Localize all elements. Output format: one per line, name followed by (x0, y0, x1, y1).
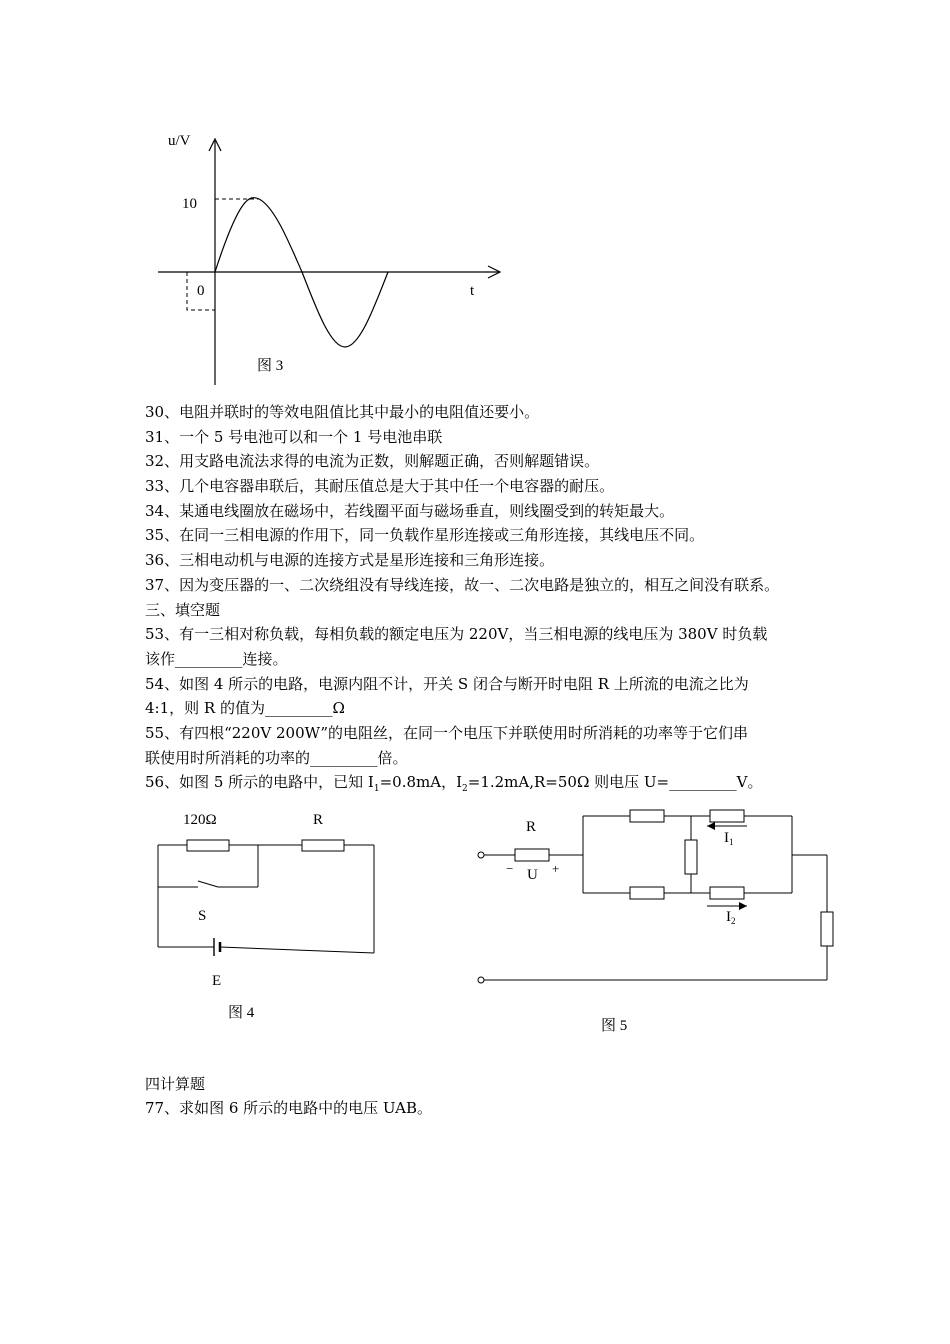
section-4-heading: 四计算题 (145, 1075, 206, 1093)
question-54-line-2: 4:1，则 R 的值为_________Ω (145, 699, 345, 718)
section-3-heading: 三、填空题 (145, 600, 221, 619)
current-arrow-i2-head (739, 902, 747, 910)
figure-3-sine-graph (150, 125, 510, 390)
question-54-line-1: 54、如图 4 所示的电路，电源内阻不计，开关 S 闭合与断开时电阻 R 上所流的电流之比为 (145, 674, 749, 693)
plus-label: + (552, 861, 560, 876)
resistor-r (515, 849, 549, 861)
peak-label: 10 (182, 196, 197, 212)
current-i2-label: $I_2$ (726, 909, 736, 926)
question-36: 36、三相电动机与电源的连接方式是星形连接和三角形连接。 (145, 551, 555, 570)
switch-s (198, 881, 218, 887)
question-31: 31、一个 5 号电池可以和一个 1 号电池串联 (145, 427, 443, 446)
figure-5-caption: 图 5 (601, 1018, 628, 1034)
resistor-120-label: 120Ω (183, 812, 217, 828)
figure-4-circuit (150, 805, 390, 1025)
question-list (145, 400, 825, 795)
question-55-line-2: 联使用时所消耗的功率的_________倍。 (145, 748, 408, 767)
q56-part-1: 56、如图 5 所示的电路中，已知 I (145, 773, 374, 792)
q56-part-2: =0.8mA，I (379, 773, 463, 792)
resistor-bottom-right (710, 887, 744, 899)
question-77: 77、求如图 6 所示的电路中的电压 UAB。 (145, 1099, 432, 1117)
question-53-line-2: 该作_________连接。 (145, 649, 288, 668)
resistor-middle (685, 840, 697, 874)
question-55-line-1: 55、有四根“220V 200W”的电阻丝，在同一个电压下并联使用时所消耗的功率等于它们串 (145, 723, 748, 742)
origin-label: 0 (197, 283, 205, 299)
question-32: 32、用支路电流法求得的电流为正数，则解题正确，否则解题错误。 (145, 452, 600, 471)
u-label: U (527, 867, 538, 883)
current-arrow-i1-head (707, 822, 715, 830)
battery-label: E (212, 973, 222, 989)
y-axis-label: u/V (168, 133, 191, 149)
resistor-bottom-left (630, 887, 664, 899)
figure-5-circuit (470, 805, 850, 1040)
resistor-top-left (630, 810, 664, 822)
question-56 (145, 770, 825, 795)
q56-sub-2: 2 (462, 784, 468, 795)
question-35: 35、在同一三相电源的作用下，同一负载作星形连接或三角形连接，其线电压不同。 (145, 526, 705, 545)
resistor-top-right (710, 810, 744, 822)
terminal-top (478, 852, 484, 858)
question-33: 33、几个电容器串联后，其耐压值总是大于其中任一个电容器的耐压。 (145, 477, 615, 496)
resistor-120 (187, 840, 229, 851)
question-53-line-1: 53、有一三相对称负载，每相负载的额定电压为 220V，当三相电源的线电压为 380V 时负载 (145, 625, 768, 644)
q56-part-3: =1.2mA,R=50Ω 则电压 U=_________V。 (467, 773, 763, 792)
question-37: 37、因为变压器的一、二次绕组没有导线连接，故一、二次电路是独立的，相互之间没有联系。 (145, 575, 780, 594)
resistor-load (821, 912, 833, 946)
minus-label: − (506, 861, 514, 876)
resistor-r (302, 840, 344, 851)
question-30: 30、电阻并联时的等效电阻值比其中最小的电阻值还要小。 (145, 403, 540, 421)
q56-sub-1: 1 (373, 784, 380, 795)
current-i1-label: $I_1$ (724, 830, 734, 847)
section-4 (145, 1072, 825, 1120)
resistor-r-label: R (313, 812, 324, 828)
wire (220, 947, 374, 953)
figure-3-caption: 图 3 (257, 358, 284, 374)
switch-label: S (198, 908, 207, 924)
figure-4-caption: 图 4 (228, 1005, 255, 1021)
x-axis-label: t (470, 283, 475, 299)
question-34: 34、某通电线圈放在磁场中，若线圈平面与磁场垂直，则线圈受到的转矩最大。 (145, 501, 675, 520)
terminal-bottom (478, 977, 484, 983)
resistor-r-label: R (526, 819, 537, 835)
